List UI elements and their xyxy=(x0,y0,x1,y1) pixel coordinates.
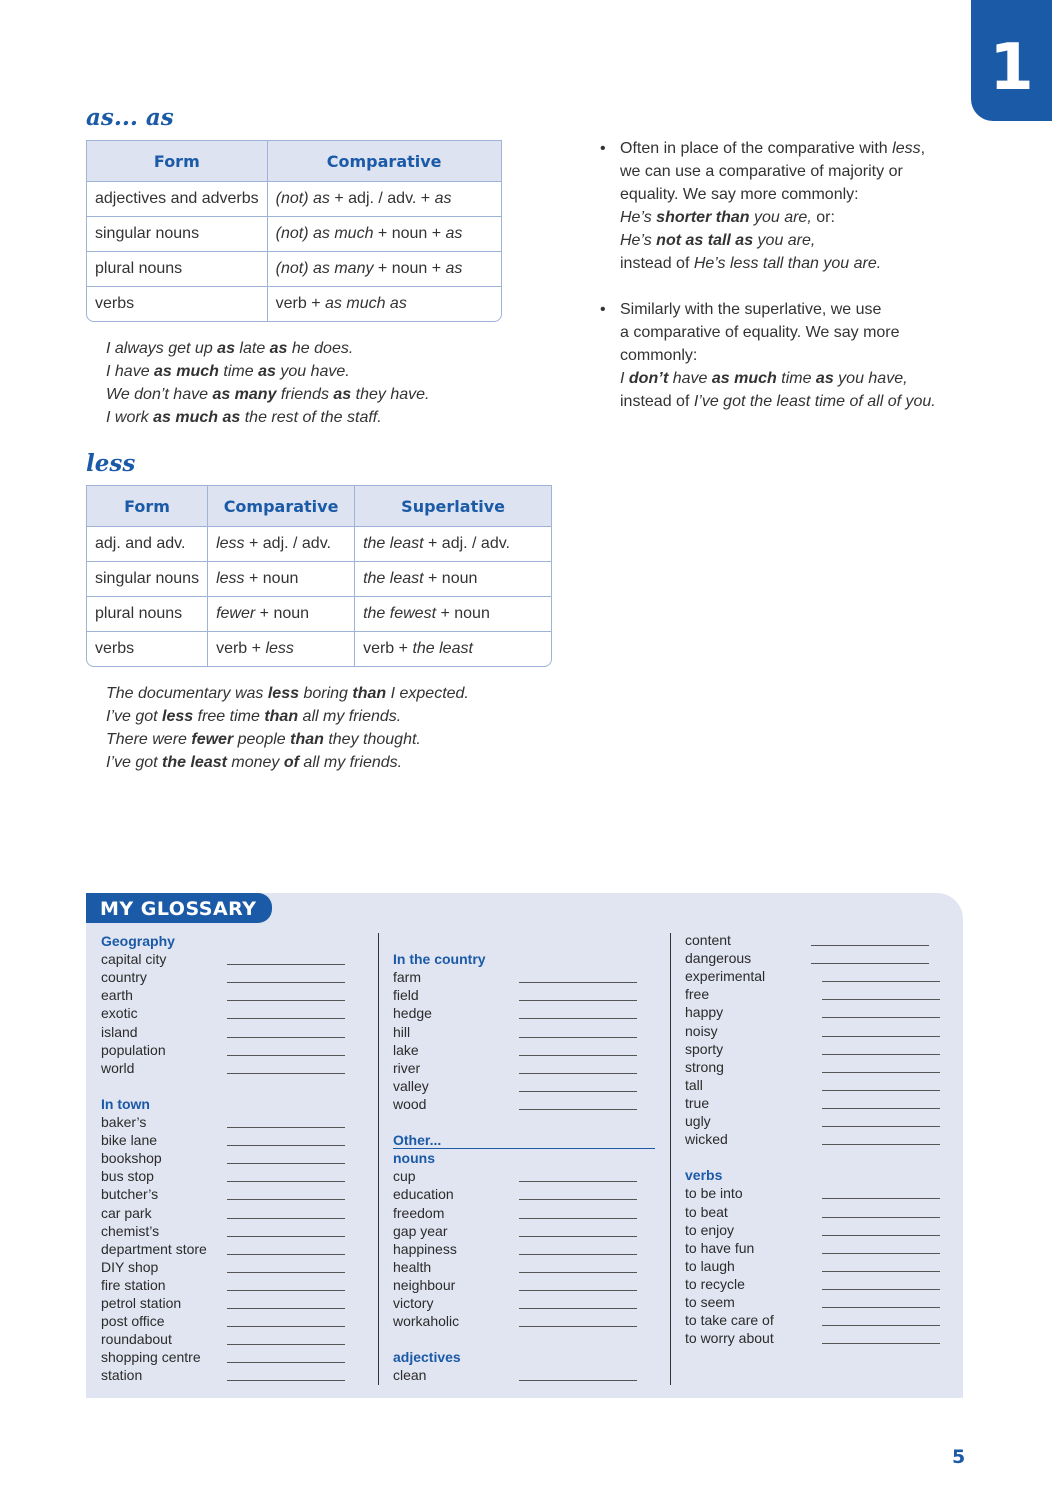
glossary-heading: Other... xyxy=(393,1132,442,1149)
glossary-entry xyxy=(685,1203,985,1221)
less-title: less xyxy=(86,450,136,477)
glossary-word: post office xyxy=(101,1313,165,1330)
glossary-heading: In town xyxy=(101,1095,150,1112)
glossary-word: to have fun xyxy=(685,1239,755,1256)
glossary-entry xyxy=(685,1184,985,1202)
glossary-entry xyxy=(685,1239,985,1257)
table-cell: verbs xyxy=(87,631,208,666)
example-sentence: I have as much time as you have. xyxy=(106,363,350,380)
answer-line[interactable] xyxy=(227,964,345,965)
answer-line[interactable] xyxy=(822,1271,940,1272)
answer-line[interactable] xyxy=(822,1072,940,1073)
glossary-word: wood xyxy=(393,1095,427,1112)
table-row xyxy=(87,251,501,286)
glossary-entry xyxy=(101,1004,401,1022)
answer-line[interactable] xyxy=(822,1235,940,1236)
glossary-entry xyxy=(101,1185,401,1203)
glossary-entry xyxy=(101,1312,401,1330)
glossary-word: workaholic xyxy=(393,1313,460,1330)
answer-line[interactable] xyxy=(519,1037,637,1038)
answer-line[interactable] xyxy=(822,1198,940,1199)
answer-line[interactable] xyxy=(227,1380,345,1381)
glossary-entry xyxy=(685,1257,985,1275)
glossary-entry xyxy=(101,1059,401,1077)
example-sentence: I’ve got the least money of all my friends. xyxy=(106,754,403,771)
table-cell: the least + noun xyxy=(355,561,551,596)
table-cell: less + adj. / adv. xyxy=(208,526,355,561)
glossary-word: to be into xyxy=(685,1185,743,1202)
glossary-entry xyxy=(685,931,985,949)
glossary-word: dangerous xyxy=(685,950,752,967)
glossary-word: wicked xyxy=(685,1131,728,1148)
glossary-entry xyxy=(393,1023,693,1041)
as-as-examples xyxy=(106,337,429,429)
glossary-word: noisy xyxy=(685,1022,718,1039)
answer-line[interactable] xyxy=(519,1055,637,1056)
glossary-word: world xyxy=(101,1059,135,1076)
table-cell: fewer + noun xyxy=(208,596,355,631)
note-bullet xyxy=(600,298,970,413)
answer-line[interactable] xyxy=(227,1018,345,1019)
answer-line[interactable] xyxy=(822,1307,940,1308)
answer-line[interactable] xyxy=(519,1073,637,1074)
glossary-entry xyxy=(393,1258,693,1276)
table-cell: verb + the least xyxy=(355,631,551,666)
glossary-word: DIY shop xyxy=(101,1258,159,1275)
table-cell: plural nouns xyxy=(87,596,208,631)
glossary-heading: Geography xyxy=(101,933,175,949)
note-bullet xyxy=(600,137,970,275)
glossary-entry xyxy=(685,1094,985,1112)
glossary-entry xyxy=(101,1113,401,1131)
table-header: Comparative xyxy=(208,486,355,526)
glossary-word: capital city xyxy=(101,951,167,968)
glossary-entry xyxy=(685,1311,985,1329)
glossary-heading: nouns xyxy=(393,1150,435,1167)
glossary-word: farm xyxy=(393,969,421,986)
glossary-entry xyxy=(101,1294,401,1312)
glossary-word: education xyxy=(393,1186,454,1203)
answer-line[interactable] xyxy=(822,1017,940,1018)
table-header: Comparative xyxy=(268,141,501,181)
answer-line[interactable] xyxy=(227,1037,345,1038)
glossary-entry xyxy=(393,1204,693,1222)
page-number: 5 xyxy=(952,1446,966,1468)
answer-line[interactable] xyxy=(519,1290,637,1291)
note-line: instead of I’ve got the least time of all of you. xyxy=(620,393,936,410)
glossary-entry xyxy=(685,1022,985,1040)
as-as-table xyxy=(86,140,502,322)
answer-line[interactable] xyxy=(822,1108,940,1109)
answer-line[interactable] xyxy=(227,1290,345,1291)
glossary-word: petrol station xyxy=(101,1295,182,1311)
table-cell: (not) as + adj. / adv. + as xyxy=(268,181,501,216)
answer-line[interactable] xyxy=(227,1326,345,1327)
glossary-entry xyxy=(685,1003,985,1021)
answer-line[interactable] xyxy=(227,1145,345,1146)
table-cell: (not) as much + noun + as xyxy=(268,216,501,251)
table-cell: the least + adj. / adv. xyxy=(355,526,551,561)
table-row xyxy=(87,286,501,321)
answer-line[interactable] xyxy=(811,963,929,964)
note-line: I don’t have as much time as you have, xyxy=(620,370,908,387)
glossary-entry xyxy=(393,1095,693,1113)
answer-line[interactable] xyxy=(519,1218,637,1219)
answer-line[interactable] xyxy=(519,1272,637,1273)
glossary-word: free xyxy=(685,986,710,1003)
answer-line[interactable] xyxy=(519,1018,637,1019)
answer-line[interactable] xyxy=(519,1236,637,1237)
glossary-word: strong xyxy=(685,1058,724,1075)
answer-line[interactable] xyxy=(822,1343,940,1344)
glossary-word: exotic xyxy=(101,1005,138,1022)
glossary-word: to beat xyxy=(685,1203,728,1220)
answer-line[interactable] xyxy=(519,1091,637,1092)
answer-line[interactable] xyxy=(227,1254,345,1255)
glossary-entry xyxy=(685,1112,985,1130)
answer-line[interactable] xyxy=(822,1144,940,1145)
glossary-entry xyxy=(685,985,985,1003)
glossary-word: health xyxy=(393,1258,432,1275)
glossary-word: field xyxy=(393,987,419,1004)
glossary-word: river xyxy=(393,1059,421,1076)
glossary-entry xyxy=(101,1149,401,1167)
glossary-entry xyxy=(393,1366,693,1384)
glossary-word: to enjoy xyxy=(685,1221,735,1238)
glossary-word: lake xyxy=(393,1041,419,1058)
glossary-entry xyxy=(393,1167,693,1185)
note-line: instead of He’s less tall than you are. xyxy=(620,255,882,272)
glossary-word: freedom xyxy=(393,1204,445,1221)
glossary-entry xyxy=(685,949,985,967)
table-row xyxy=(87,596,551,631)
answer-line[interactable] xyxy=(227,1163,345,1164)
example-sentence: We don’t have as many friends as they have. xyxy=(106,386,430,403)
table-cell: verb + as much as xyxy=(268,286,501,321)
glossary-entry xyxy=(393,1185,693,1203)
example-sentence: I work as much as the rest of the staff. xyxy=(106,409,382,426)
table-cell: singular nouns xyxy=(87,216,268,251)
glossary-entry xyxy=(101,1041,401,1059)
glossary-entry xyxy=(685,1293,985,1311)
answer-line[interactable] xyxy=(822,999,940,1000)
glossary-entry xyxy=(685,1076,985,1094)
glossary-entry xyxy=(685,1040,985,1058)
note-line: • Similarly with the superlative, we use xyxy=(620,301,882,318)
table-cell: the fewest + noun xyxy=(355,596,551,631)
example-sentence: I’ve got less free time than all my friends. xyxy=(106,708,402,725)
glossary-word: to seem xyxy=(685,1294,735,1310)
answer-line[interactable] xyxy=(822,981,940,982)
glossary-heading: In the country xyxy=(393,951,486,968)
glossary-word: roundabout xyxy=(101,1331,172,1348)
note-line: we can use a comparative of majority or xyxy=(620,163,903,180)
glossary-entry xyxy=(685,1329,985,1347)
answer-line[interactable] xyxy=(227,1344,345,1345)
glossary-entry xyxy=(393,1077,693,1095)
table-cell: adj. and adv. xyxy=(87,526,208,561)
answer-line[interactable] xyxy=(227,1362,345,1363)
glossary-word: country xyxy=(101,969,147,986)
note-line: • Often in place of the comparative with less, xyxy=(620,140,926,157)
note-line: a comparative of equality. We say more xyxy=(620,324,900,341)
answer-line[interactable] xyxy=(227,1073,345,1074)
glossary-word: to recycle xyxy=(685,1275,745,1292)
glossary-entry xyxy=(393,1004,693,1022)
unit-tab: 1 xyxy=(971,0,1052,121)
glossary-word: victory xyxy=(393,1295,434,1311)
glossary-word: true xyxy=(685,1094,710,1111)
glossary-entry xyxy=(685,967,985,985)
table-header: Superlative xyxy=(355,486,551,526)
glossary-word: gap year xyxy=(393,1222,448,1239)
table-row xyxy=(87,181,501,216)
table-header: Form xyxy=(87,141,268,181)
glossary-word: bookshop xyxy=(101,1150,162,1167)
glossary-title: MY GLOSSARY xyxy=(86,893,272,923)
table-header: Form xyxy=(87,486,208,526)
glossary-word: ugly xyxy=(685,1113,711,1129)
example-sentence: The documentary was less boring than I expected. xyxy=(106,685,469,702)
glossary-word: station xyxy=(101,1367,143,1384)
glossary-word: fire station xyxy=(101,1276,166,1293)
glossary-word: baker’s xyxy=(101,1114,147,1130)
glossary-entry xyxy=(685,1130,985,1148)
glossary-entry xyxy=(393,1312,693,1330)
table-cell: plural nouns xyxy=(87,251,268,286)
glossary-word: car park xyxy=(101,1204,152,1221)
table-row xyxy=(87,526,551,561)
glossary-entry xyxy=(685,1058,985,1076)
answer-line[interactable] xyxy=(519,1109,637,1110)
grammar-notes xyxy=(600,137,970,436)
table-cell: adjectives and adverbs xyxy=(87,181,268,216)
example-sentence: I always get up as late as he does. xyxy=(106,340,354,357)
note-line: commonly: xyxy=(620,347,698,364)
answer-line[interactable] xyxy=(822,1126,940,1127)
answer-line[interactable] xyxy=(519,1181,637,1182)
glossary-entry xyxy=(101,1167,401,1185)
glossary-entry xyxy=(393,1059,693,1077)
glossary-heading: adjectives xyxy=(393,1349,461,1366)
glossary-entry xyxy=(101,1258,401,1276)
glossary-word: to worry about xyxy=(685,1330,774,1347)
glossary-word: content xyxy=(685,932,731,948)
less-table xyxy=(86,485,552,667)
glossary-word: happy xyxy=(685,1004,724,1021)
glossary-word: butcher’s xyxy=(101,1186,159,1203)
glossary-word: to laugh xyxy=(685,1257,735,1274)
glossary-entry xyxy=(393,1041,693,1059)
glossary-word: department store xyxy=(101,1240,207,1257)
answer-line[interactable] xyxy=(227,1272,345,1273)
answer-line[interactable] xyxy=(227,1127,345,1128)
glossary-word: hedge xyxy=(393,1005,432,1022)
answer-line[interactable] xyxy=(519,1254,637,1255)
less-examples xyxy=(106,682,469,774)
table-row xyxy=(87,216,501,251)
answer-line[interactable] xyxy=(822,1325,940,1326)
answer-line[interactable] xyxy=(519,982,637,983)
glossary-word: earth xyxy=(101,987,133,1004)
table-cell: verbs xyxy=(87,286,268,321)
glossary-word: bus stop xyxy=(101,1168,154,1185)
table-cell: singular nouns xyxy=(87,561,208,596)
glossary-word: to take care of xyxy=(685,1312,774,1329)
glossary-entry xyxy=(101,1222,401,1240)
table-cell: verb + less xyxy=(208,631,355,666)
answer-line[interactable] xyxy=(519,1326,637,1327)
glossary-entry xyxy=(101,1131,401,1149)
glossary-word: valley xyxy=(393,1077,429,1094)
answer-line[interactable] xyxy=(519,1380,637,1381)
answer-line[interactable] xyxy=(519,1308,637,1309)
answer-line[interactable] xyxy=(822,1253,940,1254)
glossary-word: island xyxy=(101,1023,138,1040)
glossary-entry xyxy=(101,1366,401,1384)
answer-line[interactable] xyxy=(822,1090,940,1091)
answer-line[interactable] xyxy=(822,1036,940,1037)
glossary-entry xyxy=(101,1204,401,1222)
glossary-entry xyxy=(393,986,693,1004)
glossary-word: experimental xyxy=(685,968,766,985)
answer-line[interactable] xyxy=(227,1000,345,1001)
example-sentence: There were fewer people than they thought. xyxy=(106,731,421,748)
as-as-title: as... as xyxy=(86,104,174,131)
glossary-entry xyxy=(101,1023,401,1041)
answer-line[interactable] xyxy=(822,1054,940,1055)
glossary-word: shopping centre xyxy=(101,1349,201,1366)
answer-line[interactable] xyxy=(519,1199,637,1200)
answer-line[interactable] xyxy=(227,1055,345,1056)
note-line: He’s shorter than you are, or: xyxy=(620,209,835,226)
answer-line[interactable] xyxy=(227,1181,345,1182)
glossary-word: neighbour xyxy=(393,1276,456,1293)
glossary-entry xyxy=(685,1275,985,1293)
glossary-entry xyxy=(101,1276,401,1294)
glossary-entry xyxy=(101,986,401,1004)
answer-line[interactable] xyxy=(822,1289,940,1290)
table-cell: less + noun xyxy=(208,561,355,596)
glossary-entry xyxy=(393,1222,693,1240)
answer-line[interactable] xyxy=(227,1308,345,1309)
glossary-word: chemist’s xyxy=(101,1222,160,1239)
note-line: equality. We say more commonly: xyxy=(620,186,859,203)
glossary-heading: verbs xyxy=(685,1167,723,1184)
glossary-entry xyxy=(101,950,401,968)
answer-line[interactable] xyxy=(227,982,345,983)
answer-line[interactable] xyxy=(822,1217,940,1218)
glossary-word: bike lane xyxy=(101,1132,158,1149)
glossary-entry xyxy=(101,1240,401,1258)
table-cell: (not) as many + noun + as xyxy=(268,251,501,286)
glossary-word: tall xyxy=(685,1076,703,1093)
glossary-word: happiness xyxy=(393,1240,457,1257)
answer-line[interactable] xyxy=(227,1236,345,1237)
answer-line[interactable] xyxy=(519,1000,637,1001)
table-row xyxy=(87,631,551,666)
glossary-entry xyxy=(101,1348,401,1366)
glossary-entry xyxy=(685,1221,985,1239)
answer-line[interactable] xyxy=(227,1218,345,1219)
glossary-word: cup xyxy=(393,1168,416,1185)
table-row xyxy=(87,561,551,596)
glossary-word: population xyxy=(101,1041,166,1058)
glossary-word: hill xyxy=(393,1023,411,1040)
answer-line[interactable] xyxy=(811,945,929,946)
glossary-word: clean xyxy=(393,1367,427,1384)
note-line: He’s not as tall as you are, xyxy=(620,232,816,249)
glossary-entry xyxy=(393,968,693,986)
answer-line[interactable] xyxy=(227,1199,345,1200)
glossary-entry xyxy=(101,968,401,986)
glossary-entry xyxy=(101,1330,401,1348)
glossary-entry xyxy=(393,1294,693,1312)
glossary-entry xyxy=(393,1276,693,1294)
glossary-entry xyxy=(393,1240,693,1258)
glossary-word: sporty xyxy=(685,1040,724,1057)
